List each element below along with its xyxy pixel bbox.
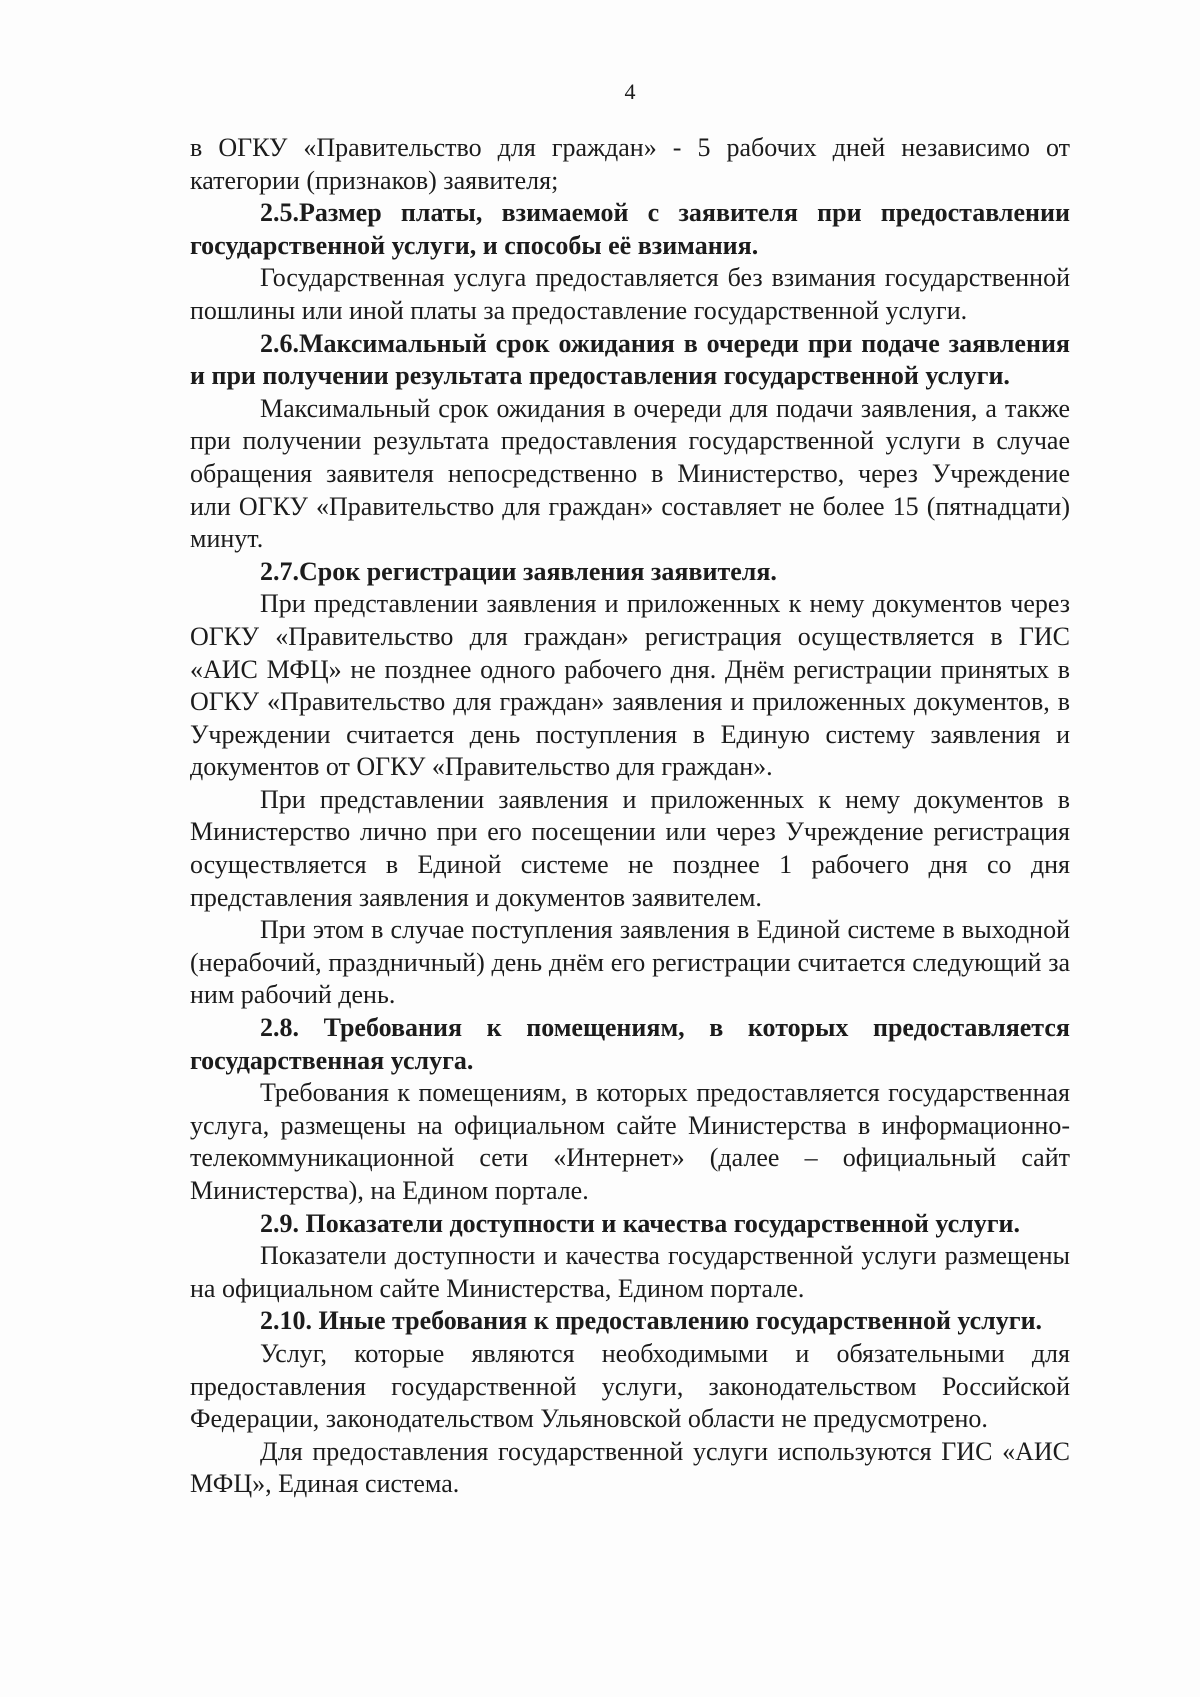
section-heading-2-9: 2.9. Показатели доступности и качества государственной услуги.	[260, 1208, 1021, 1238]
paragraph-continuation: в ОГКУ «Правительство для граждан» - 5 рабочих дней независимо от категории (признаков) заявителя;	[190, 133, 1070, 195]
page-number: 4	[624, 79, 636, 104]
paragraph: Максимальный срок ожидания в очереди для подачи заявления, а также при получении результата предоставления государственной услуги в случае обращения заявителя непосредственно в Министерство, через Учреждение или ОГКУ «Правительство для граждан» составляет не более 15 (пятнадцати) минут.	[190, 393, 1070, 554]
section-heading-2-8: 2.8. Требования к помещениям, в которых предоставляется государственная услуга.	[190, 1013, 1070, 1075]
section-heading-2-5: 2.5.Размер платы, взимаемой с заявителя при предоставлении государственной услуги, и способы её взимания.	[190, 198, 1070, 260]
section-heading-2-10: 2.10. Иные требования к предоставлению государственной услуги.	[260, 1306, 1043, 1336]
paragraph: При представлении заявления и приложенных к нему документов в Министерство лично при его посещении или через Учреждение регистрация осуществляется в Единой системе не позднее 1 рабочего дня со дня представления заявления и документов заявителем.	[190, 784, 1070, 912]
section-heading-2-7: 2.7.Срок регистрации заявления заявителя.	[260, 556, 777, 586]
section-heading-2-6: 2.6.Максимальный срок ожидания в очереди при подаче заявления и при получении результата предоставления государственной услуги.	[190, 328, 1070, 391]
paragraph: Для предоставления государственной услуги используются ГИС «АИС МФЦ», Единая система.	[190, 1436, 1070, 1499]
paragraph: Показатели доступности и качества государственной услуги размещены на официальном сайте Министерства, Едином портале.	[190, 1241, 1070, 1303]
paragraph: При представлении заявления и приложенных к нему документов через ОГКУ «Правительство для граждан» регистрация осуществляется в ГИС «АИС МФЦ» не позднее одного рабочего дня. Днём регистрации принятых в ОГКУ «Правительство для граждан» заявления и приложенных документов, в Учреждении считается день поступления в Единую систему заявления и документов от ОГКУ «Правительство для граждан».	[190, 589, 1070, 782]
paragraph: Услуг, которые являются необходимыми и обязательными для предоставления государственной услуги, законодательством Российской Федерации, законодательством Ульяновской области не предусмотрено.	[190, 1338, 1070, 1434]
paragraph: При этом в случае поступления заявления в Единой системе в выходной (нерабочий, праздничный) день днём его регистрации считается следующий за ним рабочий день.	[190, 915, 1070, 1010]
paragraph: Требования к помещениям, в которых предоставляется государственная услуга, размещены на официальном сайте Министерства в информационно-телекоммуникационной сети «Интернет» (далее – официальный сайт Министерства), на Едином портале.	[190, 1078, 1070, 1205]
paragraph: Государственная услуга предоставляется без взимания государственной пошлины или иной платы за предоставление государственной услуги.	[190, 263, 1070, 325]
document-body	[190, 132, 1070, 1501]
